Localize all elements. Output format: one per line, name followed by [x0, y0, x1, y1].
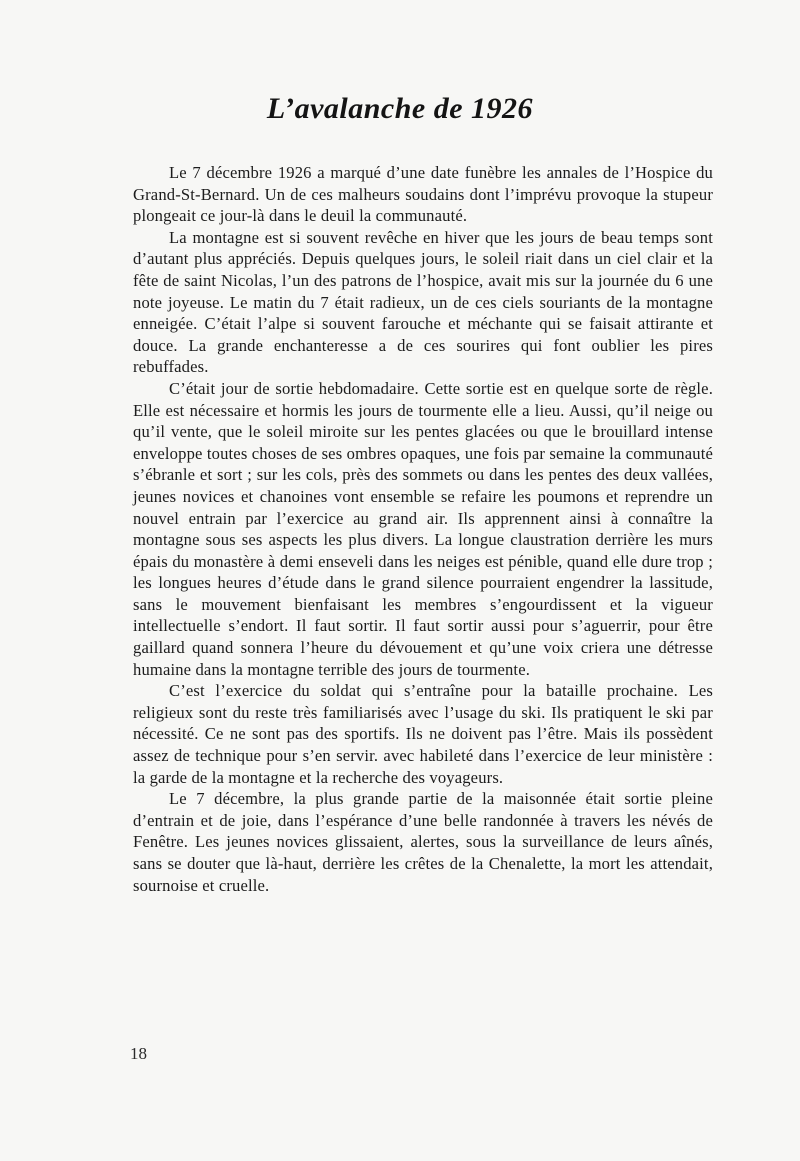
paragraph-3: C’était jour de sortie hebdomadaire. Cette sortie est en quelque sorte de règle. Elle est nécessaire et hormis les jours de tourmente elle a lieu. Aussi, qu’il neige ou qu’il vente, que le soleil miroite sur les pentes glacées ou que le brouillard intense enveloppe toutes choses de ses ombres opaques, une fois par semaine la communauté s’ébranle et sort ; sur les cols, près des sommets ou dans les pentes des deux vallées, jeunes novices et chanoines vont ensemble se refaire les poumons et reprendre un nouvel entrain par l’exercice au grand air. Ils apprennent ainsi à connaître la montagne sous ses aspects les plus divers. La longue claustration derrière les murs épais du monastère à demi enseveli dans les neiges est pénible, quand elle dure trop ; les longues heures d’étude dans le grand silence pourraient engendrer la lassitude, sans le mouvement bienfaisant les membres s’engourdissent et la vigueur intellectuelle s’endort. Il faut sortir. Il faut sortir aussi pour s’aguerrir, pour être gaillard quand sonnera l’heure du dévouement et qu’une voix criera une détresse humaine dans la montagne terrible des jours de tourmente. — [133, 378, 713, 679]
paragraph-5: Le 7 décembre, la plus grande partie de la maisonnée était sortie pleine d’entrain et de joie, dans l’espérance d’une belle randonnée à travers les névés de Fenêtre. Les jeunes novices glissaient, alertes, sous la surveillance de leurs aînés, sans se douter que là-haut, derrière les crêtes de la Chenalette, la mort les attendait, sournoise et cruelle. — [133, 789, 713, 895]
paragraph-2: La montagne est si souvent revêche en hiver que les jours de beau temps sont d’autant plus appréciés. Depuis quelques jours, le soleil riait dans un ciel clair et la fête de saint Nicolas, l’un des patrons de l’hospice, avait mis sur la journée du 6 une note joyeuse. Le matin du 7 était radieux, un de ces ciels souriants de la montagne enneigée. C’était l’alpe si souvent farouche et méchante qui se faisait attirante et douce. La grande enchanteresse a de ces sourires qui font oublier les pires rebuffades. — [133, 227, 713, 377]
paragraph-4: C’est l’exercice du soldat qui s’entraîne pour la bataille prochaine. Les religieux sont du reste très familiarisés avec l’usage du ski. Ils pratiquent le ski par nécessité. Ce ne sont pas des sportifs. Ils ne doivent pas l’être. Mais ils possèdent assez de technique pour s’en servir. avec habileté dans l’exercice de leur ministère : la garde de la montagne et la recherche des voyageurs. — [133, 681, 713, 787]
chapter-body — [133, 162, 713, 896]
paragraph-1: Le 7 décembre 1926 a marqué d’une date funèbre les annales de l’Hospice du Grand-St-Bernard. Un de ces malheurs soudains dont l’imprévu provoque la stupeur plongeait ce jour-là dans le deuil la communauté. — [133, 163, 713, 226]
page-number: 18 — [130, 1044, 147, 1063]
chapter-title: L’avalanche de 1926 — [266, 92, 534, 125]
